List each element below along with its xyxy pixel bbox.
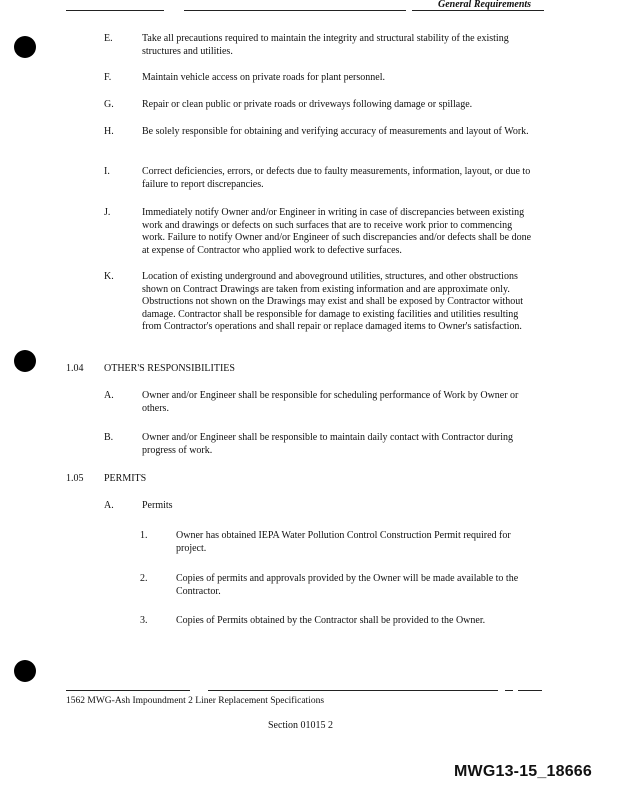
- item-letter: E.: [104, 33, 113, 44]
- item-letter: A.: [104, 500, 114, 511]
- item-letter: G.: [104, 99, 114, 110]
- item-letter: K.: [104, 271, 114, 282]
- binder-hole-middle: [14, 350, 36, 372]
- item-text: Be solely responsible for obtaining and verifying accuracy of measurements and layout of Work.: [142, 126, 529, 137]
- footer-rule-2: [208, 690, 498, 691]
- item-text: Location of existing underground and aboveground utilities, structures, and other obstructions shown on Contract Drawings are taken from existing information and are approximate only. Obstructions not shown on the Drawings may exist and shall be exposed by Contractor without damage. Contractor shall be responsible for damage to existing facilities and utilities resulting from Contractor's operations and shall repair or replace damaged items to Owner's satisfaction.: [142, 271, 524, 332]
- binder-hole-bottom: [14, 660, 36, 682]
- item-text: Owner and/or Engineer shall be responsible to maintain daily contact with Contractor during progress of work.: [142, 432, 514, 456]
- item-text: Permits: [142, 500, 173, 511]
- item-text: Owner has obtained IEPA Water Pollution Control Construction Permit required for project.: [176, 530, 511, 554]
- item-text: Copies of permits and approvals provided by the Owner will be made available to the Contractor.: [176, 573, 519, 597]
- footer-rule-4: [518, 690, 542, 691]
- item-number: 3.: [140, 615, 148, 626]
- header-rule-left: [66, 10, 164, 11]
- item-text: Correct deficiencies, errors, or defects due to faulty measurements, information, layout, or due to failure to report discrepancies.: [142, 166, 531, 190]
- footer-rule-1: [66, 690, 190, 691]
- header-rule-mid: [184, 10, 406, 11]
- header-title: General Requirements: [438, 0, 532, 10]
- section-title: OTHER'S RESPONSIBILITIES: [104, 363, 235, 374]
- item-text: Maintain vehicle access on private roads for plant personnel.: [142, 72, 385, 83]
- item-text: Repair or clean public or private roads or driveways following damage or spillage.: [142, 99, 473, 110]
- item-text: Copies of Permits obtained by the Contractor shall be provided to the Owner.: [176, 615, 486, 626]
- footer-spec: 1562 MWG-Ash Impoundment 2 Liner Replacement Specifications: [66, 696, 325, 706]
- section-number: 1.05: [66, 473, 84, 484]
- item-letter: F.: [104, 72, 112, 83]
- footer-rule-3: [505, 690, 513, 691]
- item-letter: J.: [104, 207, 111, 218]
- item-text: Take all precautions required to maintain the integrity and structural stability of the existing structures and utilities.: [142, 33, 509, 57]
- bates-stamp: MWG13-15_18666: [454, 763, 592, 780]
- item-text: Owner and/or Engineer shall be responsible for scheduling performance of Work by Owner or others.: [142, 390, 519, 414]
- section-number: 1.04: [66, 363, 84, 374]
- item-text: Immediately notify Owner and/or Engineer in writing in case of discrepancies between existing work and drawings or defects on such surfaces that are to receive work prior to commencing work. Failure to notify Owner and/or Engineer of such discrepancies and/or defects shall be done at expense of Contractor who applied work to defective surfaces.: [142, 207, 532, 256]
- binder-hole-top: [14, 36, 36, 58]
- section-title: PERMITS: [104, 473, 147, 484]
- item-number: 1.: [140, 530, 148, 541]
- footer-section: Section 01015 2: [268, 720, 333, 731]
- item-letter: I.: [104, 166, 110, 177]
- item-letter: H.: [104, 126, 114, 137]
- item-letter: A.: [104, 390, 114, 401]
- item-number: 2.: [140, 573, 148, 584]
- item-letter: B.: [104, 432, 114, 443]
